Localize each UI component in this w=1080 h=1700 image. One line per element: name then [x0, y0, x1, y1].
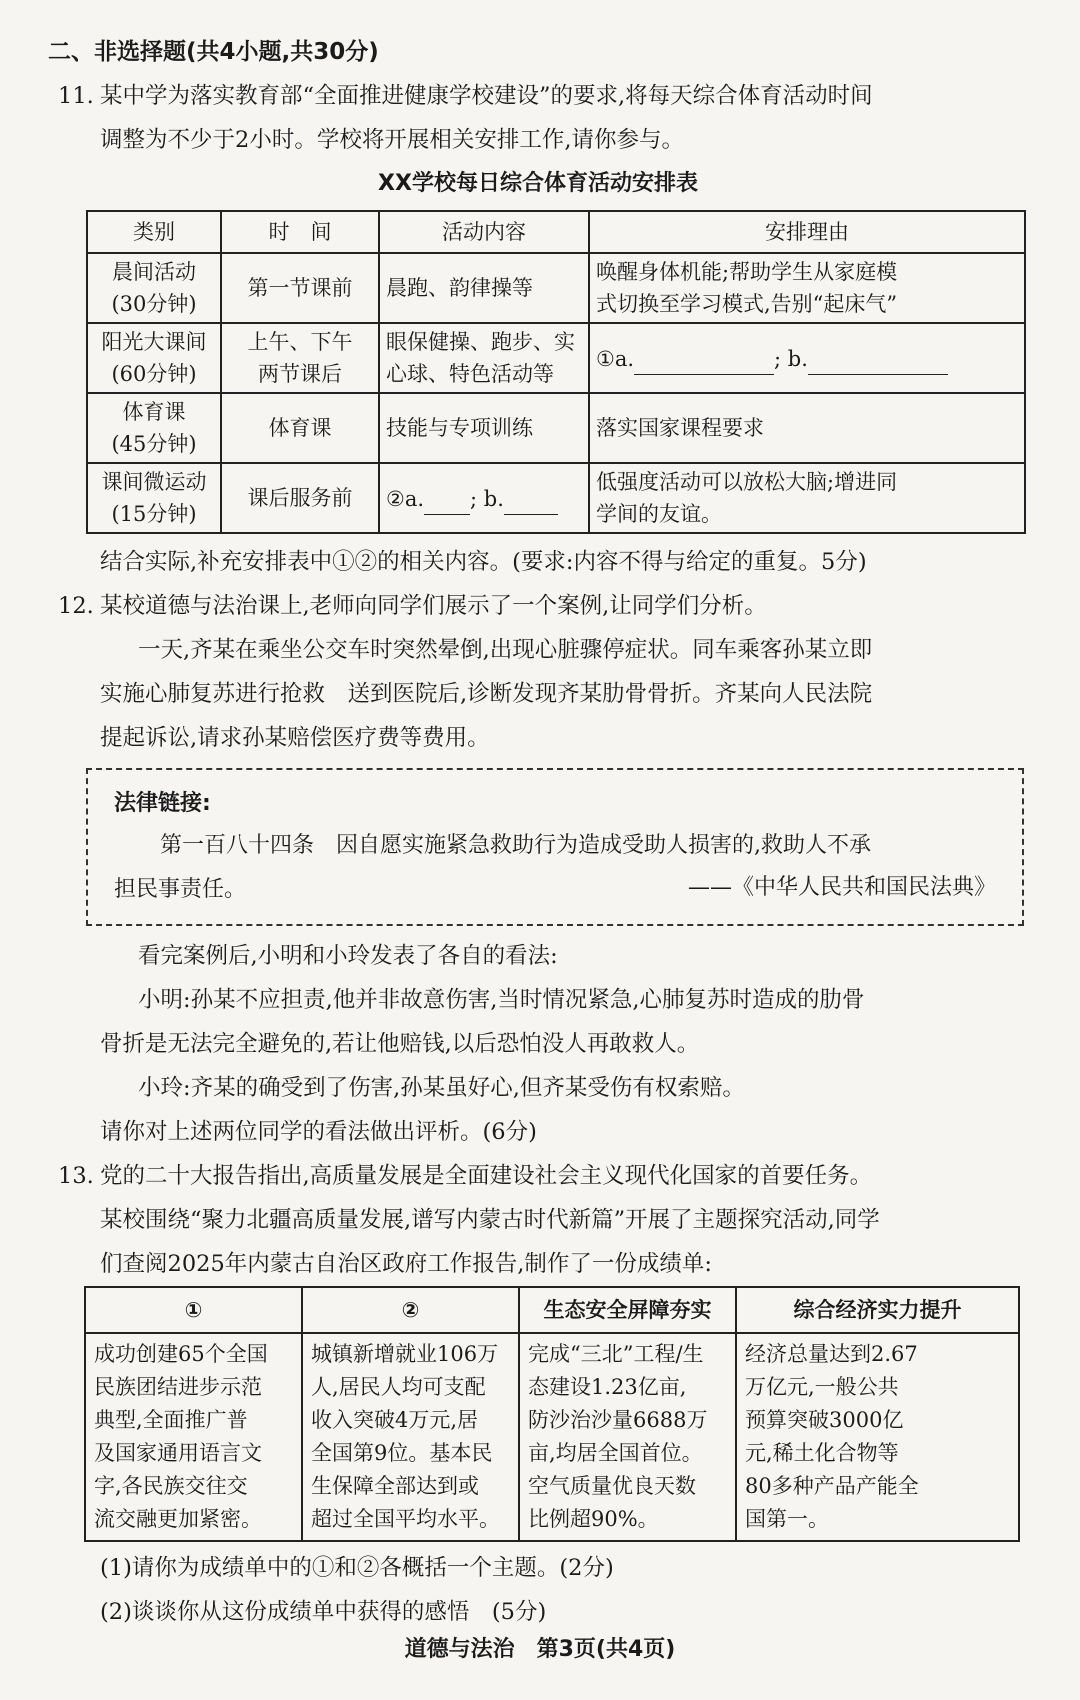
- table-row: [87, 393, 1025, 463]
- cell-line: 流交融更加紧密。: [94, 1507, 262, 1531]
- law-text-line: 担民事责任。: [114, 877, 247, 902]
- q12-intro-text: 某校道德与法治课上,老师向同学们展示了一个案例,让同学们分析。: [100, 593, 767, 619]
- q11-intro-text1: 某中学为落实教育部“全面推进健康学校建设”的要求,将每天综合体育活动时间: [100, 83, 873, 109]
- q11-intro-line2: 调整为不少于2小时。学校将开展相关安排工作,请你参与。: [100, 127, 684, 153]
- row-reason-blanks: [589, 323, 1025, 393]
- cell-line: 生保障全部达到或: [311, 1474, 479, 1498]
- cell-line: 空气质量优良天数: [528, 1474, 696, 1498]
- report-header-theme2: ②: [302, 1287, 519, 1333]
- duration-label: (30分钟): [111, 292, 197, 316]
- cell-line: 成功创建65个全国: [94, 1342, 268, 1366]
- cell-line: 收入突破4万元,居: [311, 1408, 479, 1432]
- duration-label: (15分钟): [111, 502, 197, 526]
- report-header-theme1: ①: [85, 1287, 302, 1333]
- law-text-line: 第一百八十四条 因自愿实施紧急救助行为造成受助人损害的,救助人不承: [160, 833, 871, 858]
- cell-line: 超过全国平均水平。: [311, 1507, 500, 1531]
- section-title: 二、非选择题(共4小题,共30分): [48, 39, 379, 65]
- report-card-table: [84, 1286, 1020, 1542]
- reason-line: 学间的友谊。: [596, 502, 722, 526]
- category-label: 体育课: [122, 400, 186, 424]
- row-category: [87, 323, 221, 393]
- answer-blank-2a[interactable]: [424, 482, 470, 515]
- answer-blank-1b[interactable]: [808, 342, 948, 375]
- reason-line: 唤醒身体机能;帮助学生从家庭模: [596, 260, 898, 284]
- cell-line: 亩,均居全国首位。: [528, 1441, 703, 1465]
- content-line: 眼保健操、跑步、实: [386, 330, 575, 354]
- q12-after: 看完案例后,小明和小玲发表了各自的看法:: [138, 943, 558, 969]
- cell-line: 比例超90%。: [528, 1507, 659, 1531]
- report-cell-theme1: [85, 1333, 302, 1541]
- blank-label-a: ①a.: [596, 346, 635, 371]
- time-line: 两节课后: [258, 362, 342, 386]
- row-time: 体育课: [221, 393, 379, 463]
- reason-line: 式切换至学习模式,告别“起床气”: [596, 292, 898, 316]
- page-footer: 道德与法治 第3页(共4页): [404, 1637, 676, 1662]
- row-time: 课后服务前: [221, 463, 379, 533]
- q13-intro-line: [48, 1154, 1028, 1198]
- content-line: 心球、特色活动等: [386, 362, 554, 386]
- q13-intro-line: 某校围绕“聚力北疆高质量发展,谱写内蒙古时代新篇”开展了主题探究活动,同学: [100, 1207, 880, 1233]
- q12-case-line: 实施心肺复苏进行抢救 送到医院后,诊断发现齐某肋骨骨折。齐某向人民法院: [100, 681, 873, 707]
- cell-line: 防沙治沙量6688万: [528, 1408, 708, 1432]
- category-label: 课间微运动: [101, 470, 207, 494]
- category-label: 晨间活动: [112, 260, 196, 284]
- row-reason: 落实国家课程要求: [589, 393, 1025, 463]
- header-reason: 安排理由: [589, 211, 1025, 253]
- row-reason: [589, 463, 1025, 533]
- report-cell-economy: [736, 1333, 1019, 1541]
- q11-prompt: 结合实际,补充安排表中①②的相关内容。(要求:内容不得与给定的重复。5分): [100, 549, 867, 575]
- report-header-economy: 综合经济实力提升: [736, 1287, 1019, 1333]
- row-content-blanks: [379, 463, 589, 533]
- cell-line: 民族团结进步示范: [94, 1375, 262, 1399]
- q13-sub2: (2)谈谈你从这份成绩单中获得的感悟 (5分): [100, 1599, 547, 1625]
- report-cell-theme2: [302, 1333, 519, 1541]
- xiaoming-line: 小明:孙某不应担责,他并非故意伤害,当时情况紧急,心肺复苏时造成的肋骨: [138, 987, 865, 1013]
- schedule-header-row: [87, 211, 1025, 253]
- law-heading: 法律链接:: [114, 791, 211, 816]
- category-label: 阳光大课间: [101, 330, 207, 354]
- row-category: [87, 253, 221, 323]
- q12-intro: [48, 584, 1028, 628]
- row-time: [221, 323, 379, 393]
- xiaoling-line: 小玲:齐某的确受到了伤害,孙某虽好心,但齐某受伤有权索赔。: [138, 1075, 745, 1101]
- time-line: 上午、下午: [247, 330, 353, 354]
- blank-label-a: ②a.: [386, 486, 425, 511]
- table-row: [87, 463, 1025, 533]
- cell-line: 元,稀土化合物等: [745, 1441, 899, 1465]
- q13-intro-text: 党的二十大报告指出,高质量发展是全面建设社会主义现代化国家的首要任务。: [100, 1163, 873, 1189]
- answer-blank-2b[interactable]: [504, 482, 558, 515]
- cell-line: 经济总量达到2.67: [745, 1342, 918, 1366]
- row-time: 第一节课前: [221, 253, 379, 323]
- row-category: [87, 393, 221, 463]
- answer-blank-1a[interactable]: [634, 342, 774, 375]
- cell-line: 及国家通用语言文: [94, 1441, 262, 1465]
- row-content: 技能与专项训练: [379, 393, 589, 463]
- row-reason: [589, 253, 1025, 323]
- xiaoming-line: 骨折是无法完全避免的,若让他赔钱,以后恐怕没人再敢救人。: [100, 1031, 700, 1057]
- report-body-row: [85, 1333, 1019, 1541]
- row-content: [379, 323, 589, 393]
- cell-line: 字,各民族交往交: [94, 1474, 248, 1498]
- cell-line: 人,居民人均可支配: [311, 1375, 486, 1399]
- blank-label-b: ; b.: [470, 486, 504, 511]
- blank-label-b: ; b.: [774, 346, 808, 371]
- q11-intro-line1: [48, 74, 1028, 118]
- cell-line: 态建设1.23亿亩,: [528, 1375, 687, 1399]
- q12-case-line: 提起诉讼,请求孙某赔偿医疗费等费用。: [100, 725, 490, 751]
- cell-line: 全国第9位。基本民: [311, 1441, 493, 1465]
- q11-number: 11.: [58, 83, 94, 109]
- report-header-row: [85, 1287, 1019, 1333]
- q12-prompt: 请你对上述两位同学的看法做出评析。(6分): [100, 1119, 537, 1145]
- reason-line: 低强度活动可以放松大脑;增进同: [596, 470, 898, 494]
- row-content: 晨跑、韵律操等: [379, 253, 589, 323]
- cell-line: 完成“三北”工程/生: [528, 1342, 704, 1366]
- q12-case-line: 一天,齐某在乘坐公交车时突然晕倒,出现心脏骤停症状。同车乘客孙某立即: [138, 637, 873, 663]
- cell-line: 城镇新增就业106万: [311, 1342, 499, 1366]
- schedule-table: [86, 210, 1026, 534]
- cell-line: 国第一。: [745, 1507, 829, 1531]
- duration-label: (45分钟): [111, 432, 197, 456]
- report-header-ecology: 生态安全屏障夯实: [519, 1287, 736, 1333]
- q13-intro-line: 们查阅2025年内蒙古自治区政府工作报告,制作了一份成绩单:: [100, 1251, 712, 1277]
- law-source: ——《中华人民共和国民法典》: [687, 875, 996, 900]
- law-link-box: [86, 768, 1024, 926]
- duration-label: (60分钟): [111, 362, 197, 386]
- report-cell-ecology: [519, 1333, 736, 1541]
- cell-line: 典型,全面推广普: [94, 1408, 248, 1432]
- cell-line: 万亿元,一般公共: [745, 1375, 899, 1399]
- cell-line: 预算突破3000亿: [745, 1408, 904, 1432]
- table-row: [87, 323, 1025, 393]
- schedule-table-title: XX学校每日综合体育活动安排表: [378, 171, 698, 196]
- header-time: 时 间: [221, 211, 379, 253]
- q13-number: 13.: [58, 1163, 94, 1189]
- q12-number: 12.: [58, 593, 94, 619]
- header-content: 活动内容: [379, 211, 589, 253]
- cell-line: 80多种产品产能全: [745, 1474, 919, 1498]
- header-category: 类别: [87, 211, 221, 253]
- row-category: [87, 463, 221, 533]
- table-row: [87, 253, 1025, 323]
- q13-sub1: (1)请你为成绩单中的①和②各概括一个主题。(2分): [100, 1555, 614, 1581]
